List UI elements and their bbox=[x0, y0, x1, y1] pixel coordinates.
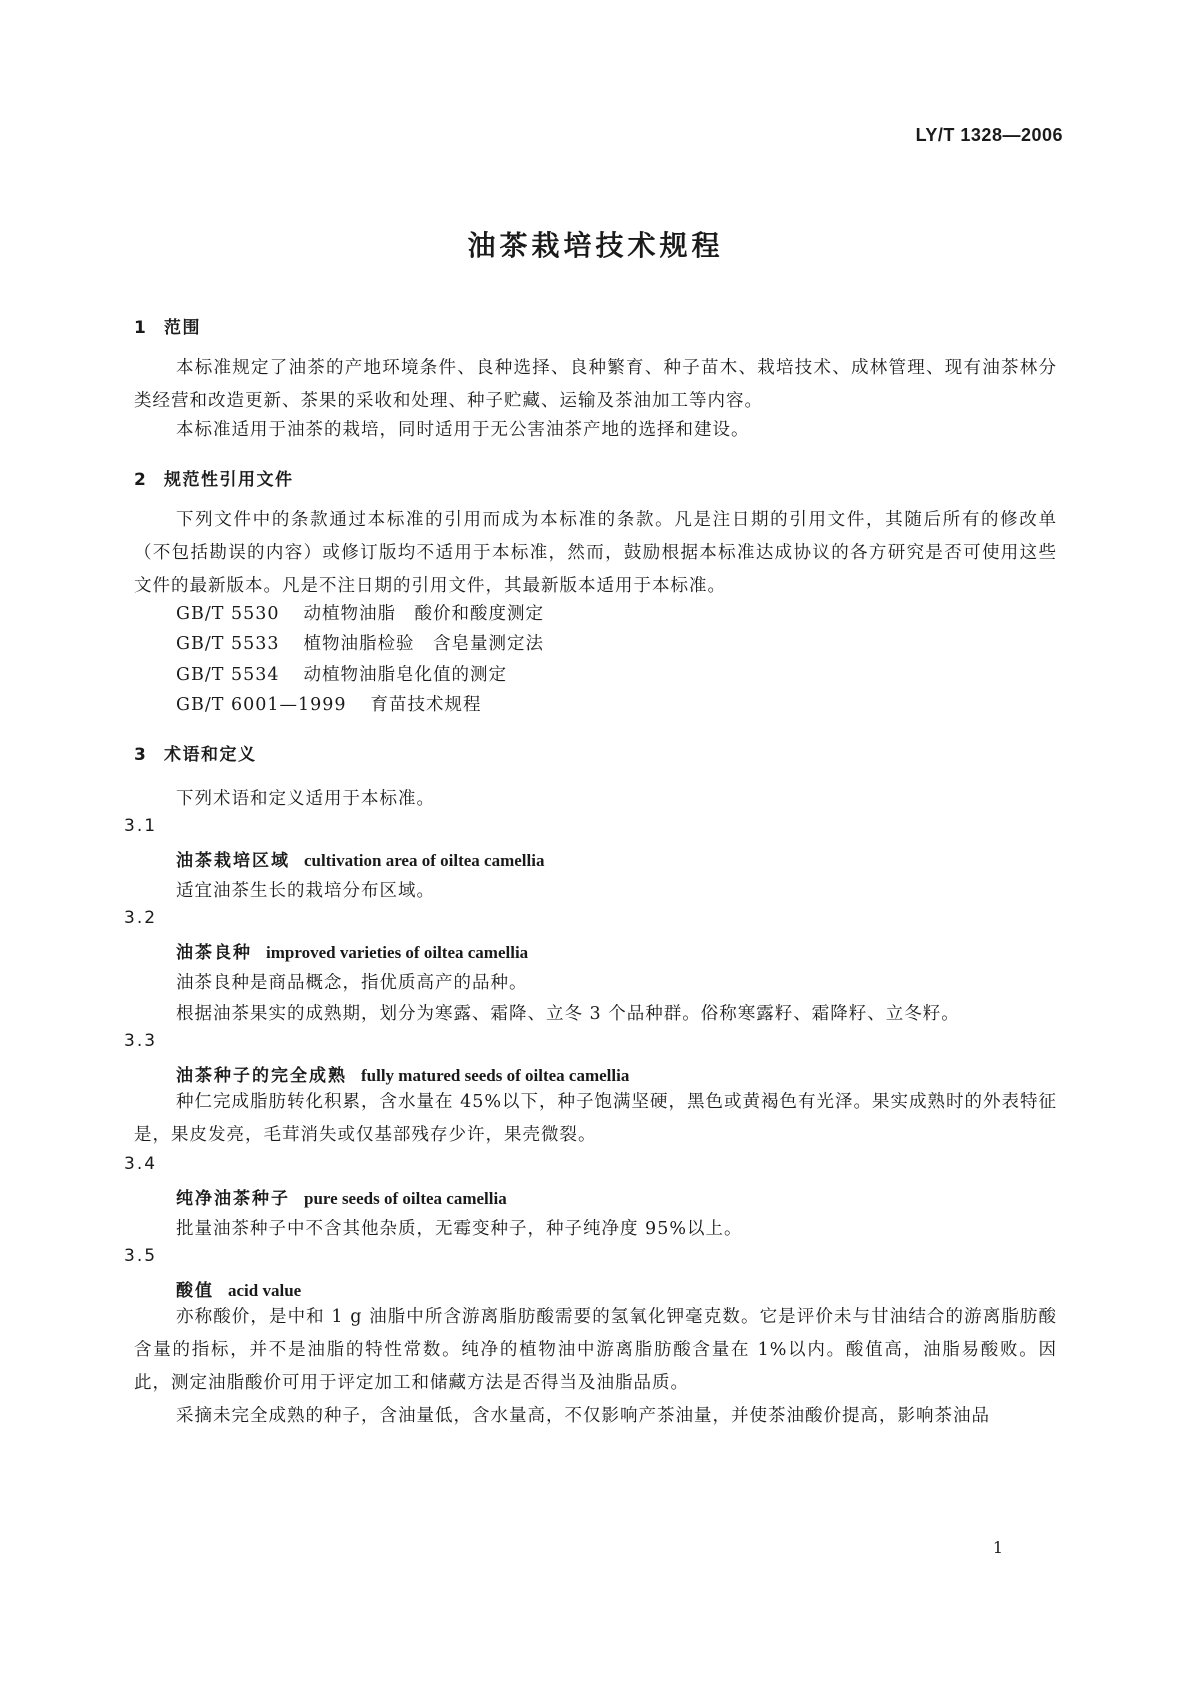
term-number: 3.2 bbox=[124, 908, 158, 928]
reference-code: GB/T 5534 bbox=[176, 665, 280, 685]
standard-code: LY/T 1328—2006 bbox=[915, 125, 1063, 145]
term-number: 3.1 bbox=[124, 816, 158, 836]
section-3-heading bbox=[134, 740, 257, 765]
term-chinese: 油茶栽培区域 bbox=[176, 851, 290, 871]
term-definition: 油茶良种是商品概念，指优质高产的品种。 bbox=[176, 973, 528, 993]
section-title: 术语和定义 bbox=[164, 745, 257, 765]
term-definition: 根据油茶果实的成熟期，划分为寒露、霜降、立冬 3 个品种群。俗称寒露籽、霜降籽、立冬籽。 bbox=[176, 1004, 960, 1024]
term-definition: 种仁完成脂肪转化积累，含水量在 45%以下，种子饱满坚硬，黑色或黄褐色有光泽。果实成熟时的外表特征是，果皮发亮，毛茸消失或仅基部残存少许，果壳微裂。 bbox=[134, 1092, 1057, 1145]
term-english: pure seeds of oiltea camellia bbox=[304, 1189, 507, 1208]
term-chinese: 油茶良种 bbox=[176, 943, 252, 963]
term-chinese: 酸值 bbox=[176, 1281, 214, 1301]
reference-code: GB/T 6001—1999 bbox=[176, 695, 347, 715]
section-number: 2 bbox=[134, 470, 148, 490]
term-definition: 适宜油茶生长的栽培分布区域。 bbox=[176, 881, 435, 901]
reference-code: GB/T 5533 bbox=[176, 634, 280, 654]
reference-title: 动植物油脂 酸价和酸度测定 bbox=[303, 604, 545, 624]
term-chinese: 油茶种子的完全成熟 bbox=[176, 1066, 347, 1086]
term-definition: 批量油茶种子中不含其他杂质，无霉变种子，种子纯净度 95%以上。 bbox=[176, 1219, 743, 1239]
section-number: 1 bbox=[134, 318, 148, 338]
section-2-paragraph: 下列文件中的条款通过本标准的引用而成为本标准的条款。凡是注日期的引用文件，其随后所有的修改单（不包括勘误的内容）或修订版均不适用于本标准，然而，鼓励根据本标准达成协议的各方研究是否可使用这些文件的最新版本。凡是不注日期的引用文件，其最新版本适用于本标准。 bbox=[134, 510, 1057, 596]
section-number: 3 bbox=[134, 745, 148, 765]
term-heading bbox=[176, 1276, 301, 1301]
term-english: cultivation area of oiltea camellia bbox=[304, 851, 545, 870]
reference-item bbox=[176, 661, 507, 686]
section-1-paragraph-2: 本标准适用于油茶的栽培，同时适用于无公害油茶产地的选择和建设。 bbox=[176, 420, 750, 440]
reference-item bbox=[176, 630, 544, 655]
term-number: 3.5 bbox=[124, 1246, 158, 1266]
term-definition: 亦称酸价，是中和 1 g 油脂中所含游离脂肪酸需要的氢氧化钾毫克数。它是评价未与甘油结合的游离脂肪酸含量的指标，并不是油脂的特性常数。纯净的植物油中游离脂肪酸含量在 1%以内。酸值高，油脂易酸败。因此，测定油脂酸价可用于评定加工和储藏方法是否得当及油脂品质。 bbox=[134, 1307, 1057, 1393]
term-english: fully matured seeds of oiltea camellia bbox=[361, 1066, 630, 1085]
reference-item bbox=[176, 600, 544, 625]
term-number: 3.4 bbox=[124, 1154, 158, 1174]
term-english: improved varieties of oiltea camellia bbox=[266, 943, 529, 962]
reference-code: GB/T 5530 bbox=[176, 604, 280, 624]
section-title: 规范性引用文件 bbox=[164, 470, 294, 490]
term-heading bbox=[176, 846, 544, 871]
page-number: 1 bbox=[992, 1538, 1003, 1557]
section-3-intro: 下列术语和定义适用于本标准。 bbox=[176, 789, 435, 809]
term-chinese: 纯净油茶种子 bbox=[176, 1189, 290, 1209]
term-number: 3.3 bbox=[124, 1031, 158, 1051]
reference-title: 动植物油脂皂化值的测定 bbox=[303, 665, 508, 685]
term-english: acid value bbox=[228, 1281, 302, 1300]
section-1-heading bbox=[134, 313, 201, 338]
term-heading bbox=[176, 1061, 629, 1086]
reference-title: 育苗技术规程 bbox=[370, 695, 482, 715]
section-2-heading bbox=[134, 465, 294, 490]
reference-title: 植物油脂检验 含皂量测定法 bbox=[303, 634, 545, 654]
reference-item bbox=[176, 691, 482, 716]
section-title: 范围 bbox=[164, 318, 201, 338]
term-heading bbox=[176, 1184, 507, 1209]
document-title: 油茶栽培技术规程 bbox=[467, 229, 724, 262]
section-1-paragraph-1: 本标准规定了油茶的产地环境条件、良种选择、良种繁育、种子苗木、栽培技术、成林管理、现有油茶林分类经营和改造更新、茶果的采收和处理、种子贮藏、运输及茶油加工等内容。 bbox=[134, 358, 1057, 411]
term-definition-continued: 采摘未完全成熟的种子，含油量低，含水量高，不仅影响产茶油量，并使茶油酸价提高，影响茶油品 bbox=[176, 1406, 990, 1426]
term-heading bbox=[176, 938, 528, 963]
